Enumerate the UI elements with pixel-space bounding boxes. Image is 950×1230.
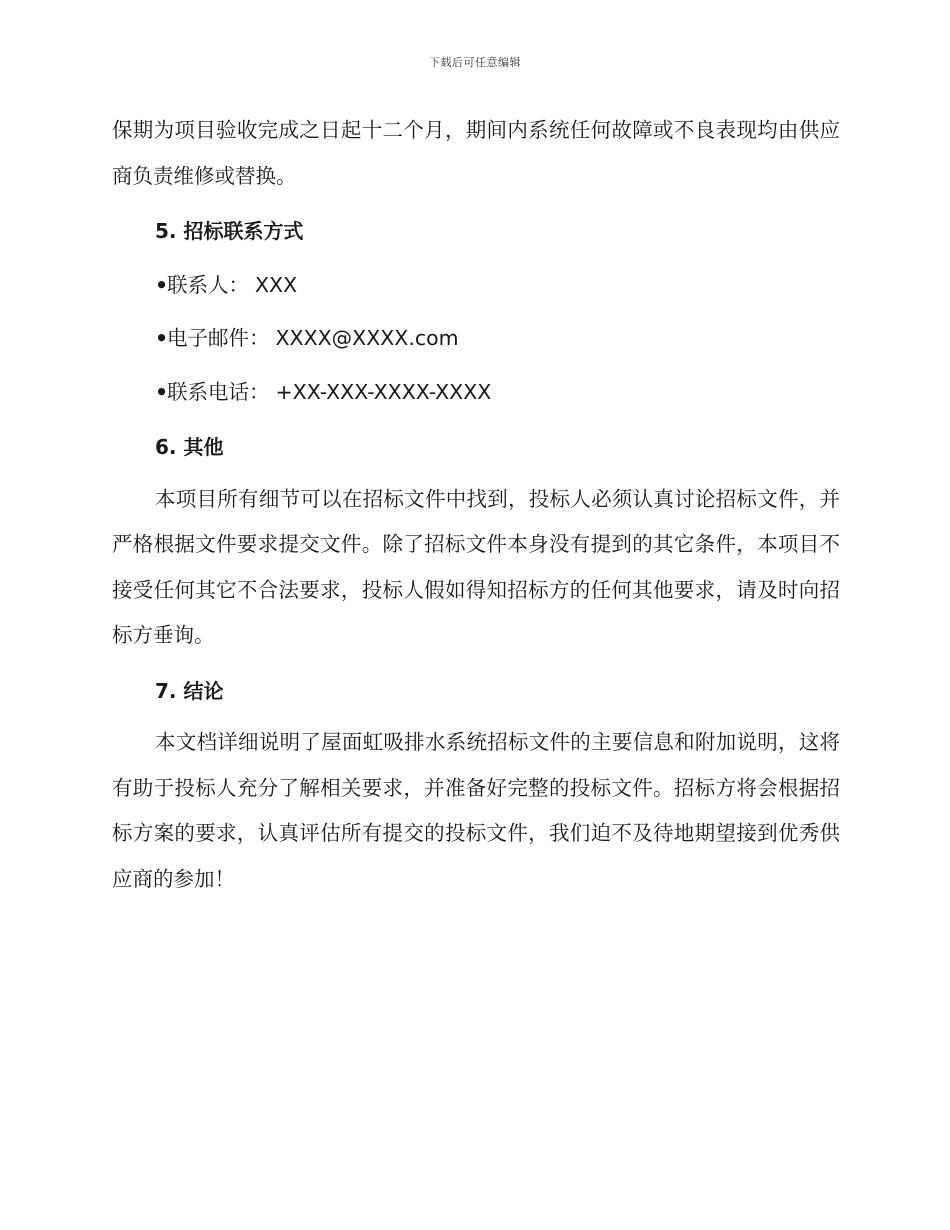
bullet-icon: • (155, 326, 169, 350)
contact-item-person (112, 263, 840, 309)
contact-label: 联系人： (167, 272, 249, 297)
contact-label: 电子邮件： (167, 326, 270, 350)
section-heading-other: 6. 其他 (155, 435, 224, 459)
bullet-icon: • (155, 379, 169, 404)
other-paragraph: 本项目所有细节可以在招标文件中找到，投标人必须认真讨论招标文件，并严格根据文件要求提交文件。除了招标文件本身没有提到的其它条件，本项目不接受任何其它不合法要求，投标人假如得知招标方的任何其他要求，请及时向招标方垂询。 (112, 486, 840, 647)
section-heading-contact: 5. 招标联系方式 (155, 219, 304, 243)
contact-value: +XX-XXX-XXXX-XXXX (275, 379, 492, 404)
contact-item-phone (112, 370, 840, 416)
contact-value: XXX (255, 272, 298, 297)
contact-value: XXXX@XXXX.com (275, 326, 459, 350)
contact-label: 联系电话： (167, 379, 270, 404)
bullet-icon: • (155, 272, 169, 297)
page-header: 下载后可任意编辑 (429, 56, 521, 69)
contact-item-email (112, 316, 840, 362)
intro-paragraph: 保期为项目验收完成之日起十二个月，期间内系统任何故障或不良表现均由供应商负责维修或替换。 (112, 118, 840, 188)
section-heading-conclusion: 7. 结论 (155, 678, 224, 703)
conclusion-paragraph: 本文档详细说明了屋面虹吸排水系统招标文件的主要信息和附加说明，这将有助于投标人充分了解相关要求，并准备好完整的投标文件。招标方将会根据招标方案的要求，认真评估所有提交的投标文件，我们迫不及待地期望接到优秀供应商的参加！ (112, 730, 840, 891)
document-body (112, 108, 840, 902)
